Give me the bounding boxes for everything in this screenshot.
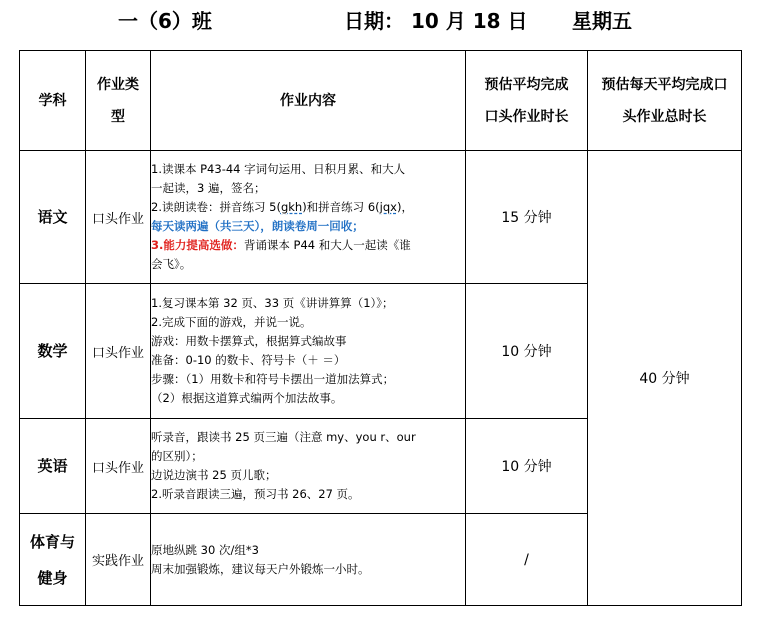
time-cell: / — [466, 514, 588, 606]
subject-cell: 数学 — [20, 284, 86, 419]
time-cell: 10 分钟 — [466, 419, 588, 514]
page-title — [0, 6, 757, 36]
content-line — [151, 198, 465, 217]
header-type-line2: 型 — [111, 108, 125, 125]
content-line — [151, 236, 465, 255]
header-time-line1: 预估平均完成 — [484, 76, 569, 93]
content-line: 准备：0-10 的数卡、符号卡（＋ ＝） — [151, 353, 346, 367]
content-text: )， — [396, 200, 413, 214]
subject-cell: 语文 — [20, 151, 86, 284]
content-line: 一起读，3 遍，签名； — [151, 181, 266, 195]
header-total — [588, 51, 742, 151]
pinyin-gkh: gkh — [280, 200, 303, 214]
weekday-label: 星期五 — [572, 9, 632, 33]
content-line: 边说边演书 25 页儿歌； — [151, 468, 277, 482]
table-row — [20, 151, 742, 284]
header-time-line2: 口头作业时长 — [484, 108, 569, 125]
subject-cell — [20, 514, 86, 606]
content-line: 步骤：（1）用数卡和符号卡摆出一道加法算式； — [151, 372, 395, 386]
subject-cell: 英语 — [20, 419, 86, 514]
type-cell: 口头作业 — [86, 284, 151, 419]
subject-line2: 健身 — [37, 568, 68, 587]
header-type — [86, 51, 151, 151]
header-row — [20, 51, 742, 151]
header-time — [466, 51, 588, 151]
homework-table — [19, 50, 742, 606]
content-line: 2.完成下面的游戏，并说一说。 — [151, 315, 312, 329]
time-cell: 15 分钟 — [466, 151, 588, 284]
content-text: 2.读朗读卷：拼音练习 5( — [151, 200, 281, 214]
content-cell — [151, 151, 466, 284]
content-text: )和拼音练习 6( — [302, 200, 380, 214]
content-line: 原地纵跳 30 次/组*3 — [151, 542, 259, 557]
content-line: 2.听录音跟读三遍，预习书 26、27 页。 — [151, 487, 360, 501]
time-cell: 10 分钟 — [466, 284, 588, 419]
header-type-line1: 作业类 — [97, 76, 139, 93]
total-time-cell: 40 分钟 — [588, 151, 742, 606]
content-cell — [151, 419, 466, 514]
type-cell: 实践作业 — [86, 514, 151, 606]
header-total-line1: 预估每天平均完成口 — [601, 76, 728, 93]
content-line: （2）根据这道算式编两个加法故事。 — [151, 391, 343, 405]
date-label: 日期： 10 月 18 日 — [344, 9, 528, 33]
header-subject: 学科 — [20, 51, 86, 151]
type-cell: 口头作业 — [86, 419, 151, 514]
content-line: 的区别）； — [151, 449, 203, 463]
content-line: 会飞》。 — [151, 257, 192, 271]
content-text: 3. — [151, 238, 164, 252]
highlight-line: 每天读两遍（共三天），朗读卷周一回收； — [151, 219, 364, 233]
type-cell: 口头作业 — [86, 151, 151, 284]
header-content: 作业内容 — [151, 51, 466, 151]
content-text: 背诵课本 P44 和大人一起读《谁 — [243, 238, 411, 252]
content-cell — [151, 284, 466, 419]
content-line: 周末加强锻炼，建议每天户外锻炼一小时。 — [151, 561, 370, 576]
header-total-line2: 头作业总时长 — [622, 108, 707, 125]
content-line: 1.读课本 P43-44 字词句运用、日积月累、和大人 — [151, 162, 406, 176]
optional-label: 能力提高选做： — [163, 238, 244, 252]
content-line: 游戏：用数卡摆算式，根据算式编故事 — [151, 334, 347, 348]
class-label: 一（6）班 — [118, 9, 212, 33]
subject-line1: 体育与 — [29, 532, 75, 551]
pinyin-jqx: jqx — [379, 200, 397, 214]
content-cell — [151, 514, 466, 606]
content-line: 1.复习课本第 32 页、33 页《讲讲算算（1）》； — [151, 296, 394, 310]
content-line: 听录音，跟读书 25 页三遍（注意 my、you r、our — [151, 430, 416, 444]
